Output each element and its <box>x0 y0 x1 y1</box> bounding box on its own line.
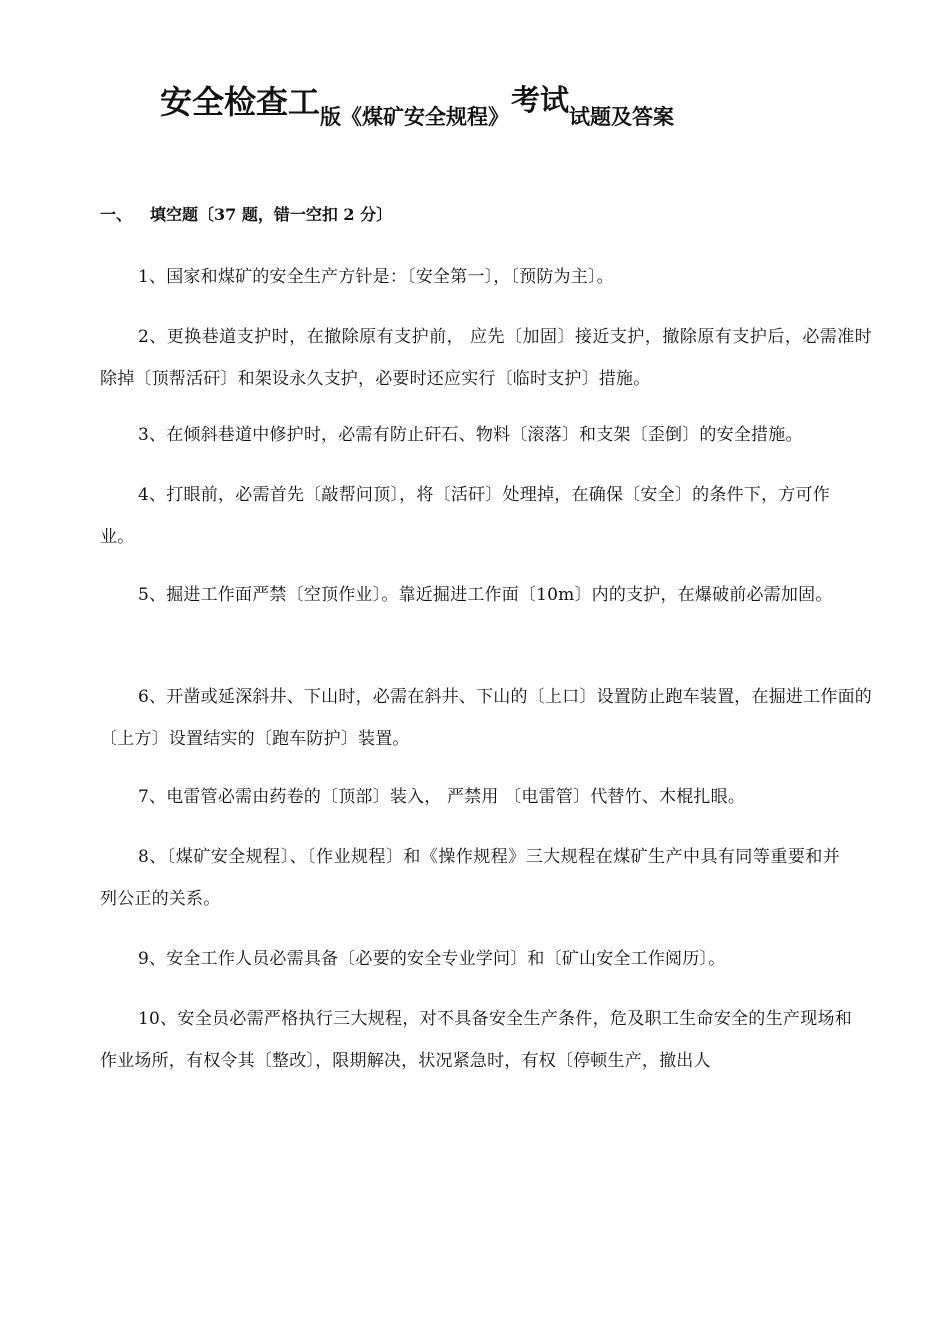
question-3: 3、在倾斜巷道中修护时，必需有防止矸石、物料〔滚落〕和支架〔歪倒〕的安全措施。 <box>138 425 803 445</box>
title-part-main: 安全检查工 <box>160 83 321 121</box>
question-9: 9、安全工作人员必需具备〔必要的安全专业学问〕和〔矿山安全工作阅历〕。 <box>138 949 726 969</box>
question-5: 5、掘进工作面严禁〔空顶作业〕。靠近掘进工作面〔10m〕内的支护，在爆破前必需加固。 <box>138 585 833 605</box>
question-6: 6、开凿或延深斜井、下山时，必需在斜井、下山的〔上口〕设置防止跑车装置，在掘进工作面的〔上方〕设置结实的〔跑车防护〕装置。 <box>100 687 872 749</box>
document-title <box>160 83 675 129</box>
title-part-answers: 试题及答案 <box>569 105 675 129</box>
title-part-edition: 版《煤矿安全规程》 <box>320 105 510 129</box>
question-4: 4、打眼前，必需首先〔敲帮问顶〕，将〔活矸〕处理掉，在确保〔安全〕的条件下，方可作业。 <box>100 485 830 547</box>
question-7: 7、电雷管必需由药卷的〔顶部〕装入， 严禁用 〔电雷管〕代替竹、木棍扎眼。 <box>138 787 746 807</box>
question-10: 10、安全员必需严格执行三大规程，对不具备安全生产条件，危及职工生命安全的生产现场和作业场所，有权令其〔整改〕，限期解决，状况紧急时，有权〔停顿生产，撤出人 <box>100 1009 852 1071</box>
title-part-exam: 考试 <box>511 83 570 117</box>
question-8: 8、〔煤矿安全规程〕、〔作业规程〕和《操作规程》三大规程在煤矿生产中具有同等重要和并列公正的关系。 <box>100 847 840 909</box>
question-1: 1、国家和煤矿的安全生产方针是：〔安全第一〕，〔预防为主〕。 <box>138 267 614 287</box>
section-heading <box>100 202 392 225</box>
question-2: 2、更换巷道支护时，在撤除原有支护前， 应先〔加固〕接近支护，撤除原有支护后，必需准时除掉〔顶帮活矸〕和架设永久支护，必要时还应实行〔临时支护〕措施。 <box>100 327 872 389</box>
section-title: 填空题〔37 题，错一空扣 2 分〕 <box>150 205 393 224</box>
section-number: 一、 <box>100 205 133 224</box>
